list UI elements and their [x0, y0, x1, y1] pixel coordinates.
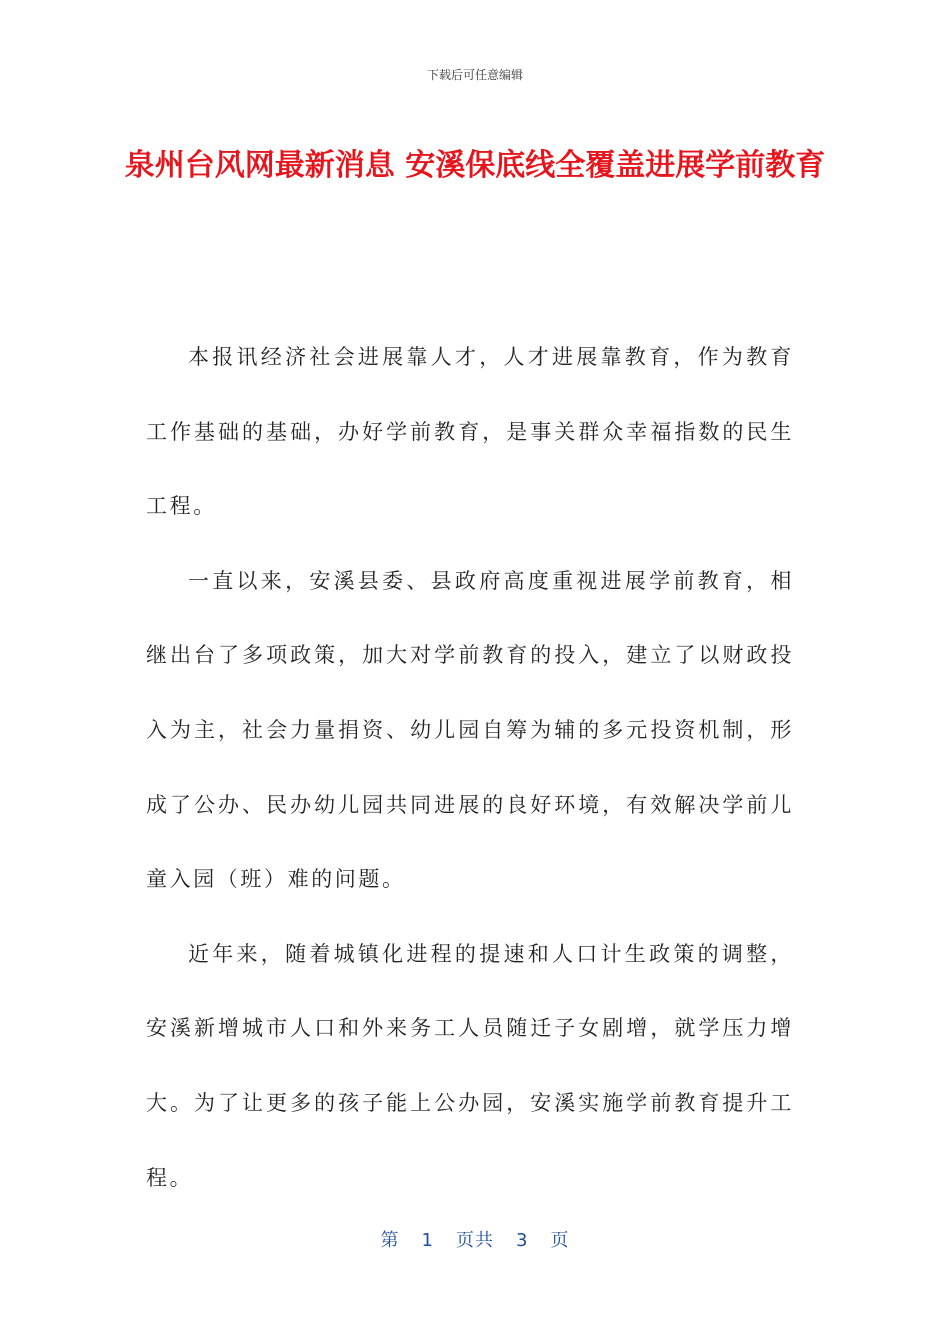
paragraph-1: 本报讯经济社会进展靠人才，人才进展靠教育，作为教育工作基础的基础，办好学前教育，是事关群众幸福指数的民生工程。 — [146, 345, 794, 519]
article-title: 泉州台风网最新消息 安溪保底线全覆盖进展学前教育 — [124, 148, 826, 183]
article-body — [146, 320, 794, 1215]
total-pages-number: 3 — [516, 1230, 529, 1251]
current-page-number: 1 — [421, 1230, 434, 1251]
page-suffix: 页 — [550, 1230, 570, 1251]
page-middle: 页共 — [456, 1230, 494, 1251]
paragraph-3: 近年来，随着城镇化进程的提速和人口计生政策的调整，安溪新增城市人口和外来务工人员随迁子女剧增，就学压力增大。为了让更多的孩子能上公办园，安溪实施学前教育提升工程。 — [146, 941, 794, 1190]
paragraph-2: 一直以来，安溪县委、县政府高度重视进展学前教育，相继出台了多项政策，加大对学前教育的投入，建立了以财政投入为主，社会力量捐资、幼儿园自筹为辅的多元投资机制，形成了公办、民办幼儿园共同进展的良好环境，有效解决学前儿童入园（班）难的问题。 — [146, 568, 794, 892]
page-footer — [0, 1226, 950, 1252]
page-prefix: 第 — [380, 1230, 400, 1251]
header-note: 下载后可任意编辑 — [426, 68, 523, 82]
